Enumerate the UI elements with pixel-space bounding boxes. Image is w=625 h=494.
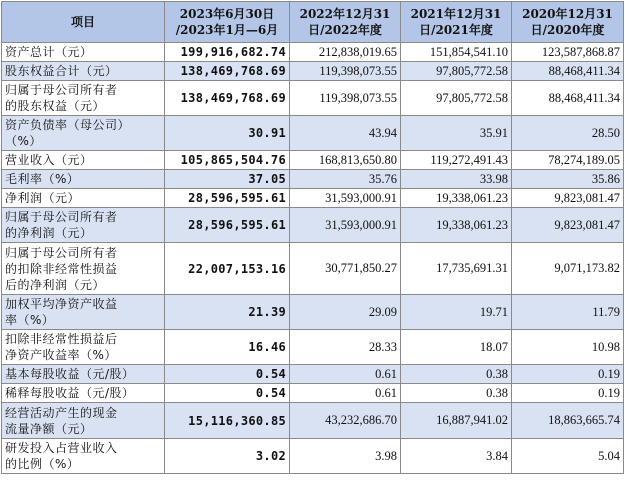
value-cell: 105,865,504.76 xyxy=(165,151,290,170)
row-label: 归属于母公司所有者 的股东权益（元） xyxy=(2,81,165,116)
value-cell: 43.94 xyxy=(290,116,401,151)
header-row xyxy=(2,2,624,43)
value-cell: 19,338,061.23 xyxy=(401,208,512,243)
value-cell: 11.79 xyxy=(512,295,624,330)
value-cell: 35.76 xyxy=(290,170,401,189)
value-cell: 138,469,768.69 xyxy=(165,81,290,116)
value-cell: 29.09 xyxy=(290,295,401,330)
value-cell: 28.33 xyxy=(290,330,401,365)
value-cell: 19.71 xyxy=(401,295,512,330)
table-row xyxy=(2,384,624,403)
value-cell: 28.50 xyxy=(512,116,624,151)
value-cell: 0.19 xyxy=(512,365,624,384)
value-cell: 22,007,153.16 xyxy=(165,243,290,295)
row-label: 资产总计（元） xyxy=(2,43,165,62)
value-cell: 9,823,081.47 xyxy=(512,189,624,208)
row-label: 经营活动产生的现金 流量净额（元） xyxy=(2,403,165,439)
value-cell: 0.54 xyxy=(165,365,290,384)
table-row xyxy=(2,151,624,170)
table-row xyxy=(2,208,624,243)
value-cell: 37.05 xyxy=(165,170,290,189)
value-cell: 21.39 xyxy=(165,295,290,330)
row-label: 加权平均净资产收益 率（%） xyxy=(2,295,165,330)
value-cell: 9,071,173.82 xyxy=(512,243,624,295)
row-label: 稀释每股收益（元/股） xyxy=(2,384,165,403)
row-label: 资产负债率（母公司） （%） xyxy=(2,116,165,151)
value-cell: 9,823,081.47 xyxy=(512,208,624,243)
table-row xyxy=(2,189,624,208)
value-cell: 0.61 xyxy=(290,384,401,403)
value-cell: 168,813,650.80 xyxy=(290,151,401,170)
value-cell: 19,338,061.23 xyxy=(401,189,512,208)
row-label: 净利润（元） xyxy=(2,189,165,208)
value-cell: 35.91 xyxy=(401,116,512,151)
table-row xyxy=(2,295,624,330)
value-cell: 0.54 xyxy=(165,384,290,403)
row-label: 归属于母公司所有者 的扣除非经常性损益 后的净利润（元） xyxy=(2,243,165,295)
table-row xyxy=(2,330,624,365)
value-cell: 28,596,595.61 xyxy=(165,208,290,243)
value-cell: 119,398,073.55 xyxy=(290,62,401,81)
row-label: 毛利率（%） xyxy=(2,170,165,189)
value-cell: 199,916,682.74 xyxy=(165,43,290,62)
value-cell: 5.04 xyxy=(512,439,624,474)
value-cell: 30,771,850.27 xyxy=(290,243,401,295)
value-cell: 97,805,772.58 xyxy=(401,81,512,116)
value-cell: 3.84 xyxy=(401,439,512,474)
value-cell: 33.98 xyxy=(401,170,512,189)
row-label: 研发投入占营业收入 的比例（%） xyxy=(2,439,165,474)
value-cell: 15,116,360.85 xyxy=(165,403,290,439)
value-cell: 30.91 xyxy=(165,116,290,151)
table-row xyxy=(2,170,624,189)
value-cell: 88,468,411.34 xyxy=(512,62,624,81)
value-cell: 43,232,686.70 xyxy=(290,403,401,439)
table-row xyxy=(2,116,624,151)
value-cell: 31,593,000.91 xyxy=(290,189,401,208)
header-2022: 2022年12月31 日/2022年度 xyxy=(290,2,401,43)
header-2023h1: 2023年6月30日 /2023年1月—6月 xyxy=(165,2,290,43)
table-row xyxy=(2,243,624,295)
value-cell: 31,593,000.91 xyxy=(290,208,401,243)
value-cell: 0.38 xyxy=(401,384,512,403)
value-cell: 18,863,665.74 xyxy=(512,403,624,439)
table-row xyxy=(2,81,624,116)
value-cell: 119,272,491.43 xyxy=(401,151,512,170)
value-cell: 138,469,768.69 xyxy=(165,62,290,81)
table-row xyxy=(2,403,624,439)
table-row xyxy=(2,43,624,62)
value-cell: 16.46 xyxy=(165,330,290,365)
value-cell: 0.38 xyxy=(401,365,512,384)
value-cell: 78,274,189.05 xyxy=(512,151,624,170)
value-cell: 88,468,411.34 xyxy=(512,81,624,116)
table-row xyxy=(2,365,624,384)
row-label: 基本每股收益（元/股） xyxy=(2,365,165,384)
header-2020: 2020年12月31 日/2020年度 xyxy=(512,2,624,43)
value-cell: 3.98 xyxy=(290,439,401,474)
value-cell: 10.98 xyxy=(512,330,624,365)
value-cell: 119,398,073.55 xyxy=(290,81,401,116)
row-label: 营业收入（元） xyxy=(2,151,165,170)
value-cell: 28,596,595.61 xyxy=(165,189,290,208)
value-cell: 3.02 xyxy=(165,439,290,474)
header-item: 项目 xyxy=(2,2,165,43)
value-cell: 0.19 xyxy=(512,384,624,403)
value-cell: 35.86 xyxy=(512,170,624,189)
value-cell: 123,587,868.87 xyxy=(512,43,624,62)
row-label: 扣除非经常性损益后 净资产收益率（%） xyxy=(2,330,165,365)
header-2021: 2021年12月31 日/2021年度 xyxy=(401,2,512,43)
value-cell: 151,854,541.10 xyxy=(401,43,512,62)
value-cell: 17,735,691.31 xyxy=(401,243,512,295)
row-label: 归属于母公司所有者 的净利润（元） xyxy=(2,208,165,243)
financial-table xyxy=(1,1,624,474)
value-cell: 16,887,941.02 xyxy=(401,403,512,439)
table-row xyxy=(2,62,624,81)
value-cell: 212,838,019.65 xyxy=(290,43,401,62)
value-cell: 0.61 xyxy=(290,365,401,384)
row-label: 股东权益合计（元） xyxy=(2,62,165,81)
value-cell: 18.07 xyxy=(401,330,512,365)
table-row xyxy=(2,439,624,474)
value-cell: 97,805,772.58 xyxy=(401,62,512,81)
